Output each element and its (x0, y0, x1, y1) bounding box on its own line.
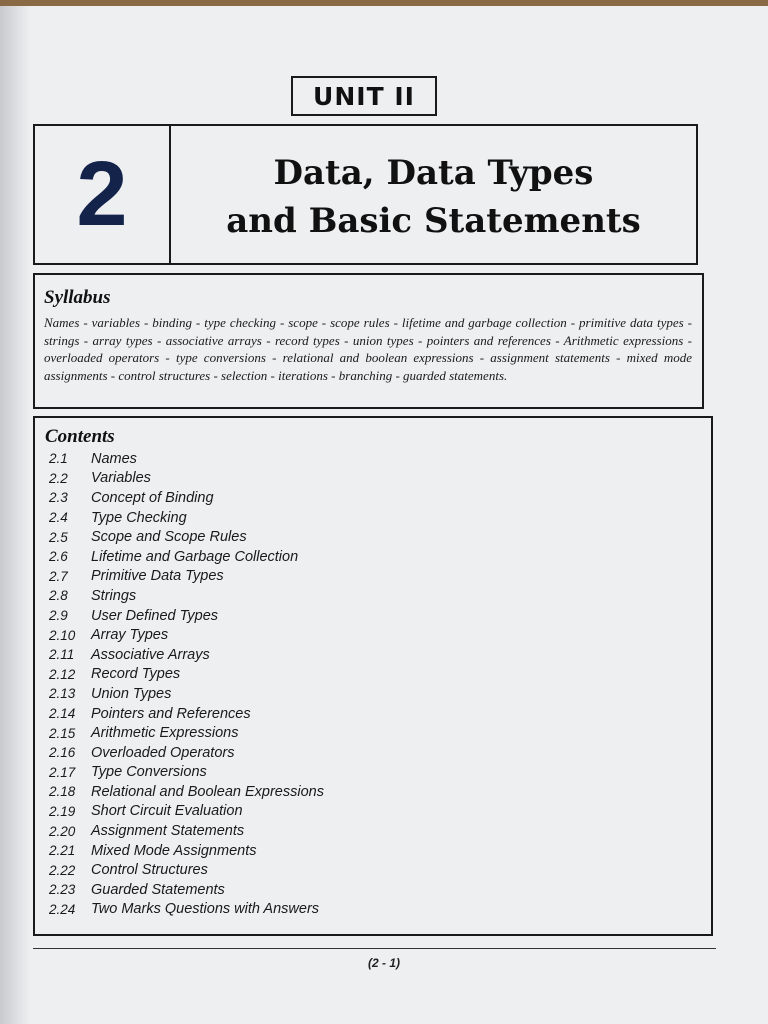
contents-item-title: Assignment Statements (91, 823, 245, 840)
contents-item-number: 2.16 (49, 745, 76, 761)
contents-list (45, 449, 701, 919)
contents-item (49, 684, 701, 704)
contents-item-number: 2.13 (49, 686, 76, 702)
contents-item (49, 567, 701, 587)
contents-item (49, 743, 701, 763)
contents-item-title: Guarded Statements (91, 881, 225, 898)
contents-item-title: Scope and Scope Rules (91, 529, 247, 546)
contents-item-title: Type Checking (91, 509, 187, 526)
contents-item-title: Variables (91, 470, 151, 487)
contents-item-number: 2.15 (49, 725, 76, 741)
contents-item-number: 2.9 (49, 608, 68, 624)
contents-item-number: 2.14 (49, 706, 76, 722)
syllabus-text: Names - variables - binding - type checking - scope - scope rules - lifetime and garbage collection - primitive data types - strings - array types - associative arrays - record types - union types - pointers and references - Arithmetic expressions - overloaded operators - type conversions - relational and boolean expressions - assignment statements - mixed mode assignments - control structures - selection - iterations - branching - guarded statements. (44, 315, 692, 383)
contents-item (49, 782, 701, 802)
page-number: (2 - 1) (367, 956, 400, 970)
contents-item (49, 508, 701, 528)
page-spine-shadow (0, 6, 30, 1024)
contents-item-title: Relational and Boolean Expressions (91, 783, 324, 800)
contents-item-title: Overloaded Operators (91, 744, 235, 761)
contents-item-title: Two Marks Questions with Answers (91, 901, 320, 918)
contents-item-number: 2.10 (49, 627, 76, 643)
contents-item (49, 880, 701, 900)
contents-item (49, 586, 701, 606)
syllabus-box (33, 273, 704, 409)
contents-item-title: Type Conversions (91, 764, 207, 781)
contents-item (49, 821, 701, 841)
contents-box (33, 416, 713, 936)
contents-item-title: Control Structures (91, 862, 208, 879)
contents-item-title: Associative Arrays (91, 646, 210, 663)
chapter-title-line1: Data, Data Types (273, 152, 594, 193)
contents-item (49, 900, 701, 920)
contents-item-number: 2.2 (49, 470, 68, 486)
contents-item-title: Arithmetic Expressions (91, 725, 239, 742)
contents-item-number: 2.6 (49, 549, 68, 565)
contents-item (49, 625, 701, 645)
chapter-number: 2 (35, 126, 171, 263)
contents-item-title: Short Circuit Evaluation (91, 803, 243, 820)
contents-heading: Contents (45, 426, 115, 447)
chapter-title-line2: and Basic Statements (226, 200, 641, 241)
contents-item-number: 2.23 (49, 882, 76, 898)
contents-item-number: 2.12 (49, 666, 76, 682)
contents-item-number: 2.19 (49, 803, 76, 819)
contents-item-number: 2.3 (49, 490, 68, 506)
contents-item (49, 860, 701, 880)
contents-item-number: 2.7 (49, 568, 68, 584)
contents-item-number: 2.18 (49, 784, 76, 800)
contents-item-title: Mixed Mode Assignments (91, 842, 257, 859)
contents-item-title: Names (91, 450, 137, 467)
contents-item-title: Array Types (91, 627, 169, 644)
contents-item-number: 2.11 (49, 647, 75, 663)
contents-item (49, 488, 701, 508)
contents-item-title: User Defined Types (91, 607, 219, 624)
chapter-header (33, 124, 698, 265)
contents-item-title: Record Types (91, 666, 181, 683)
contents-item (49, 665, 701, 685)
contents-item (49, 723, 701, 743)
unit-label: UNIT II (291, 76, 437, 116)
contents-item-title: Union Types (91, 685, 172, 702)
footer-divider (33, 948, 716, 949)
contents-item-title: Pointers and References (91, 705, 251, 722)
contents-item-number: 2.21 (49, 843, 76, 859)
contents-item-number: 2.22 (49, 862, 76, 878)
contents-item-number: 2.8 (49, 588, 68, 604)
contents-item (49, 606, 701, 626)
contents-item-title: Concept of Binding (91, 489, 214, 506)
contents-item-number: 2.5 (49, 529, 68, 545)
contents-item-number: 2.1 (49, 451, 68, 467)
contents-item-number: 2.17 (49, 764, 76, 780)
contents-item (49, 469, 701, 489)
contents-item (49, 763, 701, 783)
contents-item (49, 802, 701, 822)
contents-item (49, 527, 701, 547)
contents-item (49, 449, 701, 469)
contents-item-title: Lifetime and Garbage Collection (91, 548, 299, 565)
contents-item-number: 2.20 (49, 823, 76, 839)
contents-item-number: 2.4 (49, 510, 68, 526)
chapter-title (171, 126, 696, 263)
contents-item (49, 704, 701, 724)
contents-item-title: Strings (91, 587, 137, 604)
syllabus-heading: Syllabus (44, 287, 111, 308)
contents-item (49, 841, 701, 861)
contents-item-number: 2.24 (49, 901, 76, 917)
contents-item-title: Primitive Data Types (91, 568, 224, 585)
contents-item (49, 645, 701, 665)
contents-item (49, 547, 701, 567)
